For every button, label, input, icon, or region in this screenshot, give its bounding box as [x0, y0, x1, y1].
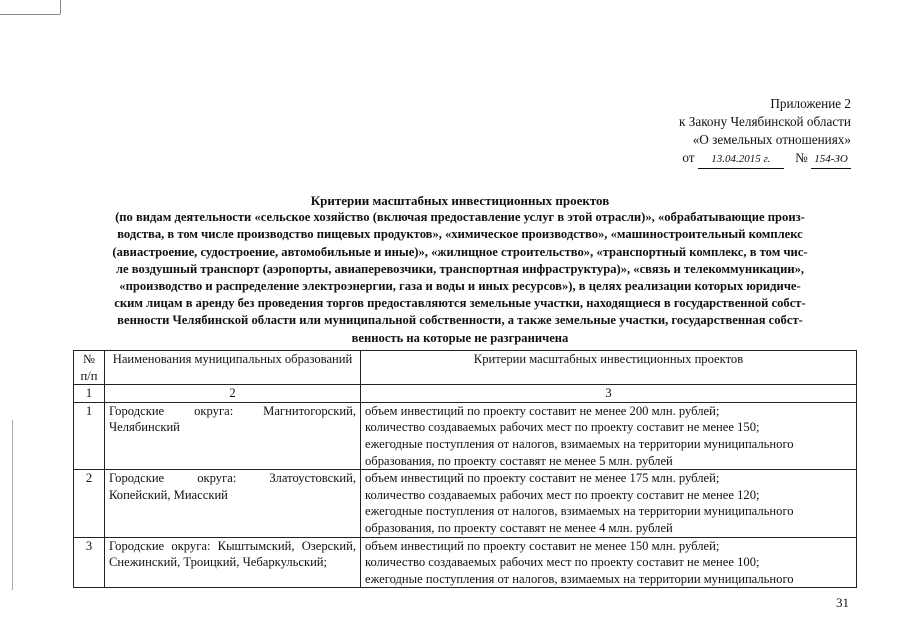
document-title	[70, 192, 850, 347]
row-municipality: Городские округа: Магнитогорский, Челябинский	[105, 402, 361, 469]
col-number: 2	[105, 385, 361, 403]
title-line: (авиастроение, судостроение, автомобильные и иные)», «жилищное строительство», «транспортный комплекс, в том чис-	[112, 244, 808, 259]
appendix-date-line	[679, 149, 851, 169]
appendix-header	[679, 95, 851, 169]
title-line: венность на которые не разграничена	[351, 330, 569, 345]
table-row	[74, 537, 857, 588]
title-line: водства, в том числе производство пищевых продуктов», «химическое производство», «машиностроительный комплекс	[117, 227, 803, 242]
scan-corner-mark-vertical	[60, 0, 61, 14]
criteria-line: ежегодные поступления от налогов, взимаемых на территории муниципального	[365, 436, 794, 451]
header-num: № п/п	[74, 351, 105, 385]
column-number-row	[74, 385, 857, 403]
number-label: №	[795, 150, 808, 165]
row-criteria	[361, 402, 857, 469]
criteria-line: образования, по проекту составят не менее 4 млн. рублей	[365, 520, 673, 535]
row-municipality: Городские округа: Кыштымский, Озерский, Снежинский, Троицкий, Чебаркульский;	[105, 537, 361, 588]
table-row	[74, 402, 857, 469]
title-heading: Критерии масштабных инвестиционных проектов	[310, 193, 610, 208]
title-line: (по видам деятельности «сельское хозяйство (включая предоставление услуг в этой отрасли)», «обрабатывающие произ-	[115, 210, 805, 225]
header-name: Наименования муниципальных образований	[105, 351, 361, 385]
row-municipality: Городские округа: Златоустовский, Копейский, Миасский	[105, 470, 361, 537]
row-num: 3	[74, 537, 105, 588]
page-number: 31	[836, 595, 849, 610]
title-line: венности Челябинской области или муниципальной собственности, а также земельные участки, государственная собст-	[117, 313, 803, 328]
appendix-line-2: к Закону Челябинской области	[679, 114, 851, 129]
title-line: ским лицам в аренду без проведения торгов предоставляются земельные участки, находящиеся в государственной собст-	[114, 296, 806, 311]
row-num: 2	[74, 470, 105, 537]
criteria-line: объем инвестиций по проекту составит не менее 150 млн. рублей;	[365, 538, 720, 553]
criteria-line: ежегодные поступления от налогов, взимаемых на территории муниципального	[365, 504, 794, 519]
table-header-row	[74, 351, 857, 385]
law-date: 13.04.2015 г.	[698, 150, 784, 169]
criteria-line: ежегодные поступления от налогов, взимаемых на территории муниципального	[365, 571, 794, 586]
criteria-line: образования, по проекту составят не менее 5 млн. рублей	[365, 453, 673, 468]
appendix-line-3: «О земельных отношениях»	[692, 132, 851, 147]
from-label: от	[682, 150, 695, 165]
criteria-line: количество создаваемых рабочих мест по проекту составит не менее 150;	[365, 420, 760, 435]
scan-corner-mark	[0, 0, 60, 15]
row-criteria	[361, 537, 857, 588]
law-number: 154-ЗО	[811, 150, 851, 169]
col-number: 1	[74, 385, 105, 403]
col-number: 3	[361, 385, 857, 403]
criteria-line: количество создаваемых рабочих мест по проекту составит не менее 120;	[365, 487, 760, 502]
row-num: 1	[74, 402, 105, 469]
criteria-line: объем инвестиций по проекту составит не менее 200 млн. рублей;	[365, 403, 720, 418]
criteria-line: объем инвестиций по проекту составит не менее 175 млн. рублей;	[365, 471, 720, 486]
scan-margin-line	[12, 420, 13, 590]
table-row	[74, 470, 857, 537]
header-criteria: Критерии масштабных инвестиционных проектов	[361, 351, 857, 385]
criteria-table	[73, 350, 857, 588]
title-line: «производство и распределение электроэнергии, газа и воды и иных ресурсов»), в целях реализации которых юридиче-	[119, 279, 801, 294]
criteria-line: количество создаваемых рабочих мест по проекту составит не менее 100;	[365, 555, 760, 570]
appendix-line-1: Приложение 2	[770, 96, 851, 111]
title-line: ле воздушный транспорт (аэропорты, авиаперевозчики, транспортная инфраструктура)», «связь и телекоммуникации»,	[115, 261, 805, 276]
row-criteria	[361, 470, 857, 537]
